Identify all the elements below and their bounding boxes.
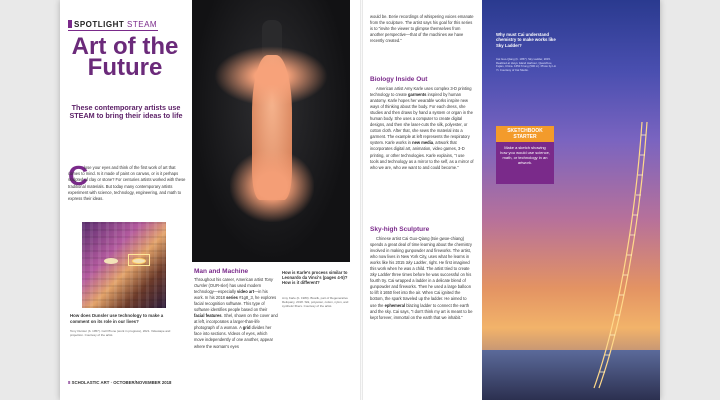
sketchbook-starter-box [496, 126, 554, 184]
folio [68, 380, 171, 385]
steam-label: STEAM [127, 20, 158, 29]
intro-text: lose your eyes and think of the first work of art that comes to mind. Is it made of paint on canvas, or is it perhaps sculpted of clay or stone? For centuries artists worked with these traditional materials. But today many contemporary artists experiment with science, technology, engineering, and math to express their ideas. [68, 165, 186, 202]
intro-paragraph [68, 160, 186, 202]
oursler-artwork-image [82, 222, 166, 308]
drop-cap: C [68, 160, 89, 191]
tag-bar [68, 20, 72, 28]
heading-biology-inside-out: Biology Inside Out [370, 76, 428, 83]
man-machine-body: Throughout his career, American artist Tony Oursler (OUR-sler) has used modern technology—especially video art—in his work. In his 2018 series #1g8_3, he explores facial recognition software. This type of software identifies people based on their facial features. Shel, shown on the cover and at left, incorporates a larger-than-life photograph of a woman. A grid divides her face into sections. Videos of eyes, which move independently of one another, appear where the woman's eyes [194, 277, 278, 349]
deck: These contemporary artists use STEAM to bring their ideas to life [69, 103, 183, 120]
spotlight-label: SPOTLIGHT [74, 20, 125, 29]
folio-text: SCHOLASTIC ART · OCTOBER/NOVEMBER 2018 [71, 380, 172, 385]
dress-caption-question: How is Karle's process similar to Leonardo da Vinci's (pages 4-5)? How is it different? [282, 270, 348, 286]
tag-rule [68, 30, 158, 31]
magazine-spread [60, 0, 660, 400]
section-tag [68, 20, 157, 29]
column-continued: would be. Eerie recordings of whispering voices emanate from the sculpture. The artist says his goal for this series is to "invite the viewer to glimpse themselves from another perspective—that of the machines we have recently created." [370, 14, 474, 44]
heading-man-and-machine: Man and Machine [194, 268, 249, 275]
heading-sky-high-sculpture: Sky-high Sculpture [370, 226, 430, 233]
page-title: Art of the Future [71, 33, 179, 81]
left-caption-question: How does Dunsler use technology to make a comment on its role in our lives? [70, 313, 164, 324]
sketchbook-heading: SKETCHBOOK STARTER [496, 126, 554, 142]
page-fold [360, 0, 363, 400]
biology-body: American artist Amy Karle uses complex 3-D printing technology to create garments inspired by human anatomy. Karle hopes her wearable works inspire new ways of thinking about the body. For each dress, she studies and then draws by hand a system or organ in the human body. She uses a computer to create digital designs, and then she laser-cuts the silk, polyester, or cotton cloth. After that, she sews the material into a garment. The example at left represents the respiratory system. Karle works in new media, artwork that incorporates digital art, animation, video games, 3-D printing, or other technologies. Karle explains, "I use tools and technology as a mirror to the self, as a mirror of who we are, who we want to and could become." [370, 86, 474, 170]
dress-caption-credit: Amy Karle (b. 1980). Biosilk, part of Regenerative Reliquary, 2018. Silk, polyester, cotton, nylon, and synthetic fibers. Courtesy of the artist. [282, 296, 349, 308]
karle-dress-image [192, 0, 350, 262]
page-number: 8 [68, 380, 71, 385]
sketchbook-text: Make a sketch showing how you would use science, math, or technology in an artwork. [500, 145, 550, 165]
right-caption-question: Why must Cai understand chemistry to make works like Sky Ladder? [496, 32, 556, 48]
left-caption-credit: Tony Oursler (b. 1957). Cell Phone (work in progress), 2021. Videotape and projection. Courtesy of the artist. [70, 329, 171, 337]
right-caption-credit: Cai Guo-Qiang (b. 1957). Sky Ladder, 2015. Realized at Huiyu Island Harbour, Quanzhou, Fujian, China. 1650 ft long (500 m). Photo by Lin Yi. Courtesy of Cai Studio. [496, 57, 557, 73]
sky-body: Chinese artist Cai Guo-Qiang (tsie gwoe-chiang) spends a great deal of time learning about the chemistry involved in making gunpowder and fireworks. The artist, who now lives in New York City, uses what he learns in works like his 2015 Sky Ladder, right. He first imagined this work when he was a child. The artist tried to create Sky Ladder three times before he was successful on his fourth try. Cai wrapped a ladder in a delicate blend of gunpowder and fireworks. Then he used a large balloon to lift it 1650 feet into the air. When Cai ignited the bottom, the spark traveled up the ladder. He aimed to use the ephemeral blazing ladder to connect the earth and the sky. Cai says, "I don't think my art is meant to be kept forever, immortal on the earth that we inhabit." [370, 236, 473, 320]
